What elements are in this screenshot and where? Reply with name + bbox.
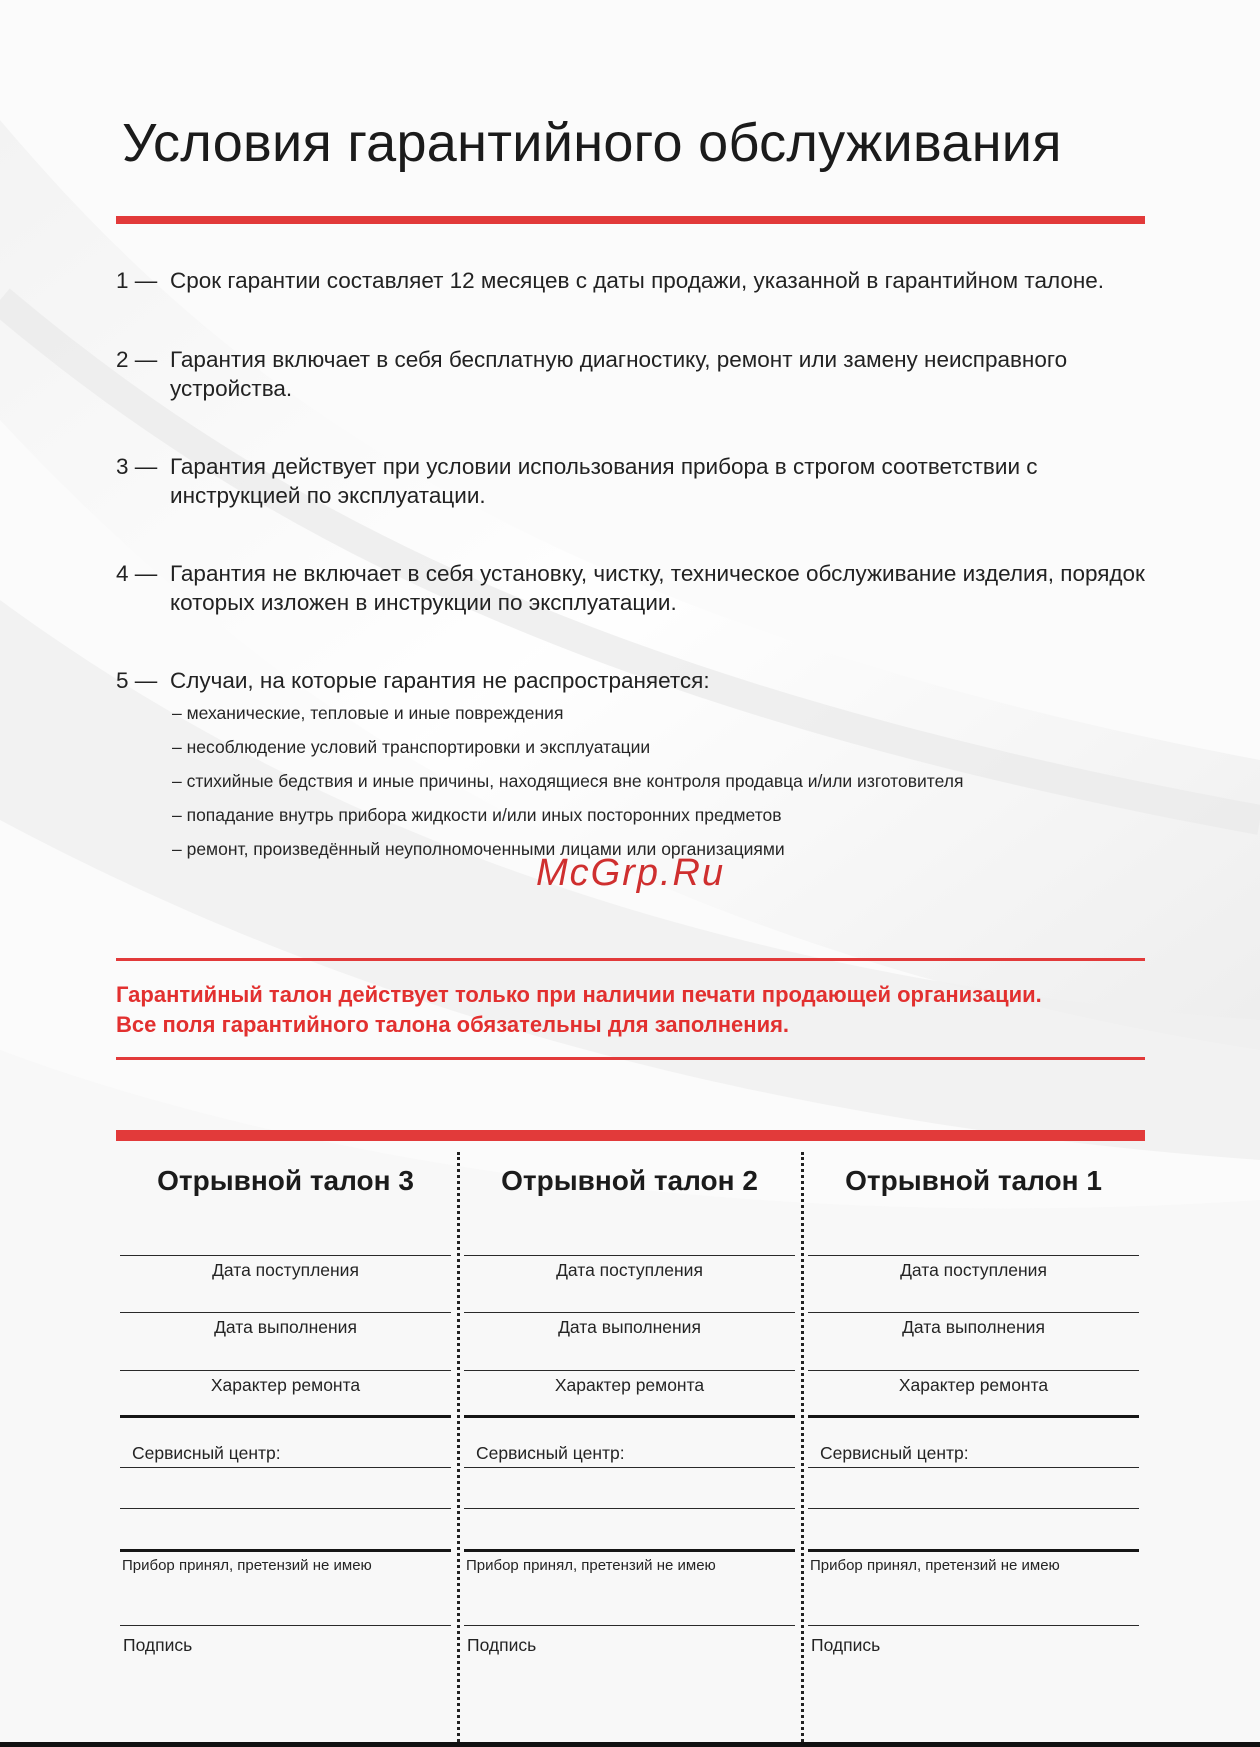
field-line [808,1312,1139,1313]
coupon-title: Отрывной талон 1 [845,1165,1102,1196]
notice-text [116,980,1145,1040]
term-2 [116,345,1156,403]
term-number: 5 — [116,668,158,693]
field-line [464,1508,795,1509]
page-title: Условия гарантийного обслуживания [122,113,1062,173]
coupons-top-band [116,1130,1145,1141]
field-line [120,1370,451,1371]
field-line [464,1625,795,1626]
field-line [808,1508,1139,1509]
coupon-2 [464,1141,795,1741]
accepted-label: Прибор принял, претензий не имею [810,1557,1060,1574]
coupon-3 [120,1141,451,1741]
bottom-border [0,1742,1260,1747]
tear-line [801,1152,804,1742]
field-line [808,1255,1139,1256]
section-divider [808,1415,1139,1418]
term-text: Гарантия действует при условии использования прибора в строгом соответствии с инструкцией по эксплуатации. [170,454,1038,508]
list-item: – механические, тепловые и иные повреждения [172,703,564,723]
service-center-label: Сервисный центр: [132,1443,281,1463]
accepted-label: Прибор принял, претензий не имею [122,1557,372,1574]
coupon-title: Отрывной талон 2 [501,1165,758,1196]
coupon-title: Отрывной талон 3 [157,1165,414,1196]
field-line [808,1625,1139,1626]
received-label: Дата поступления [212,1260,359,1280]
field-line [464,1255,795,1256]
received-label: Дата поступления [900,1260,1047,1280]
section-divider [120,1415,451,1418]
section-divider [464,1415,795,1418]
term-text: Гарантия не включает в себя установку, чистку, техническое обслуживание изделия, порядок которых изложен в инструкции по эксплуатации. [170,561,1145,615]
term-3 [116,452,1156,510]
received-label: Дата поступления [556,1260,703,1280]
term-number: 4 — [116,561,158,586]
completed-label: Дата выполнения [558,1317,701,1337]
term-text: Гарантия включает в себя бесплатную диагностику, ремонт или замену неисправного устройства. [170,347,1068,401]
field-line [808,1370,1139,1371]
term-4 [116,559,1156,617]
term-number: 2 — [116,347,158,372]
notice-divider-bottom [116,1057,1145,1060]
field-line [808,1467,1139,1468]
repair-type-label: Характер ремонта [554,1375,705,1395]
signature-label: Подпись [467,1635,537,1655]
field-line [464,1370,795,1371]
signature-label: Подпись [811,1635,881,1655]
term-1 [116,266,1156,295]
accepted-label: Прибор принял, претензий не имею [466,1557,716,1574]
section-divider [808,1549,1139,1552]
exclusions-list [172,703,963,873]
list-item: – ремонт, произведённый неуполномоченными лицами или организациями [172,839,785,859]
service-center-label: Сервисный центр: [820,1443,969,1463]
term-number: 3 — [116,454,158,479]
list-item: – попадание внутрь прибора жидкости и/или иных посторонних предметов [172,805,782,825]
notice-divider-top [116,958,1145,961]
signature-label: Подпись [123,1635,193,1655]
list-item: – несоблюдение условий транспортировки и эксплуатации [172,737,651,757]
field-line [464,1467,795,1468]
repair-type-label: Характер ремонта [210,1375,361,1395]
completed-label: Дата выполнения [902,1317,1045,1337]
term-text: Срок гарантии составляет 12 месяцев с даты продажи, указанной в гарантийном талоне. [170,268,1105,293]
field-line [464,1312,795,1313]
title-divider [116,216,1145,224]
field-line [120,1255,451,1256]
list-item: – стихийные бедствия и иные причины, находящиеся вне контроля продавца и/или изготовителя [172,771,964,791]
notice-line: Все поля гарантийного талона обязательны для заполнения. [116,1012,790,1037]
section-divider [120,1549,451,1552]
service-center-label: Сервисный центр: [476,1443,625,1463]
repair-type-label: Характер ремонта [898,1375,1049,1395]
watermark: McGrp.Ru [536,852,726,894]
field-line [120,1312,451,1313]
completed-label: Дата выполнения [214,1317,357,1337]
field-line [120,1625,451,1626]
notice-line: Гарантийный талон действует только при наличии печати продающей организации. [116,982,1042,1007]
term-5 [116,666,1156,695]
coupon-1 [808,1141,1139,1741]
field-line [120,1508,451,1509]
field-line [120,1467,451,1468]
term-text: Случаи, на которые гарантия не распространяется: [170,668,710,693]
tear-line [457,1152,460,1742]
term-number: 1 — [116,268,158,293]
section-divider [464,1549,795,1552]
